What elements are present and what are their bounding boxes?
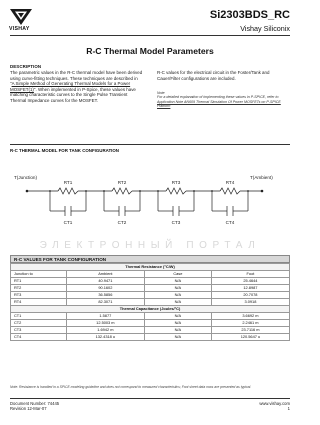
ambient-value: 90.1602	[66, 285, 144, 292]
foot-value: 2.2461 m	[211, 320, 289, 327]
row-label: CT4	[11, 334, 67, 341]
ambient-value: 82.3071	[66, 299, 144, 306]
note-text: For a detailed explanation of implementing these values in P-SPICE, refer to	[157, 95, 279, 100]
part-number: Si2303BDS_RC	[209, 9, 290, 21]
row-label: CT3	[11, 327, 67, 334]
table-row	[11, 334, 290, 341]
foot-value: 120.5647 u	[211, 334, 289, 341]
row-label: RT3	[11, 292, 67, 299]
footer-rule	[10, 398, 290, 399]
table-row	[11, 278, 290, 285]
ambient-value: 1.5877	[66, 313, 144, 320]
resistor-rt4-symbol	[220, 188, 240, 194]
rt1-label: RT1	[63, 180, 73, 185]
rc-network-diagram	[10, 153, 290, 235]
ct4-label: CT4	[225, 220, 235, 225]
ambient-value: 36.5856	[66, 292, 144, 299]
ambient-value: 1.6942 m	[66, 327, 144, 334]
foot-value: 25.4644	[211, 278, 289, 285]
section-rule	[10, 144, 290, 145]
table-row	[11, 292, 290, 299]
table-row	[11, 285, 290, 292]
case-value: N/A	[144, 278, 211, 285]
manufacturer-name: Vishay Siliconix	[240, 24, 290, 33]
capacitance-heading: Thermal Capacitance (Joules/°C)	[11, 306, 290, 313]
resistor-rt1-symbol	[58, 188, 78, 194]
rt3-label: RT3	[171, 180, 181, 185]
column-header: Foot	[211, 271, 289, 278]
footer-left	[10, 401, 59, 412]
rt4-label: RT4	[225, 180, 235, 185]
description-text-2: ". When implemented in P-Spice, these values have matching characteristic curves to the Single Pulse Transient Thermal Impedance curves for the MOSFET.	[10, 86, 136, 103]
row-label: RT4	[11, 299, 67, 306]
table-row	[11, 320, 290, 327]
row-label: CT2	[11, 320, 67, 327]
website-link[interactable]: www.vishay.com	[259, 401, 290, 406]
configuration-paragraph: R-C values for the electrical circuit in the Foster/Tank and Cauer/Filter configurations are included.	[157, 70, 270, 81]
ambient-value: 40.9471	[66, 278, 144, 285]
foot-value: 23.7116 m	[211, 327, 289, 334]
case-value: N/A	[144, 285, 211, 292]
diagram-heading: R-C THERMAL MODEL FOR TANK CONFIGURATION	[10, 148, 119, 153]
foot-value: 12.8987	[211, 285, 289, 292]
note-label: Note	[157, 91, 165, 95]
capacitor-ct3-symbol	[173, 206, 179, 216]
page-title: R-C Thermal Model Parameters	[86, 46, 214, 56]
watermark-text: ЭЛЕКТРОННЫЙ ПОРТАЛ	[39, 240, 261, 251]
case-value: N/A	[144, 299, 211, 306]
case-value: N/A	[144, 327, 211, 334]
capacitor-ct4-symbol	[227, 206, 233, 216]
description-paragraph	[10, 70, 143, 103]
method-reference-link[interactable]: A Simple Method of Generating Thermal Models for a Power MOSFET(1)	[10, 81, 131, 92]
revision-date: Revision 12-Mar-07	[10, 406, 47, 412]
document-number: Document Number: 74445	[10, 401, 60, 406]
case-value: N/A	[144, 292, 211, 299]
ct2-label: CT2	[117, 220, 127, 225]
page-number: 1	[287, 406, 290, 412]
ct3-label: CT3	[171, 220, 181, 225]
foot-value: 3.6692 m	[211, 313, 289, 320]
capacitor-ct1-symbol	[65, 206, 71, 216]
application-note	[157, 91, 290, 109]
table-title: R-C VALUES FOR TANK CONFIGURATION	[10, 255, 290, 263]
rt2-label: RT2	[117, 180, 127, 185]
ambient-label: T(Ambient)	[250, 175, 273, 180]
table-footnote: Note: Resistance is handled in a SPICE modeling guideline and does not correspond to measured characteristics; Foot sheet data rows are presented as typical.	[10, 385, 252, 389]
column-header: Case	[144, 271, 211, 278]
table-row	[11, 313, 290, 320]
foot-value: 20.7078	[211, 292, 289, 299]
resistance-heading: Thermal Resistance (°C/W)	[11, 264, 290, 271]
ambient-node	[261, 190, 264, 193]
capacitor-ct2-symbol	[119, 206, 125, 216]
resistor-rt3-symbol	[166, 188, 186, 194]
table-row	[11, 327, 290, 334]
description-heading: DESCRIPTION	[10, 64, 42, 69]
case-value: N/A	[144, 320, 211, 327]
ct1-label: CT1	[63, 220, 73, 225]
row-label: RT1	[11, 278, 67, 285]
junction-label: T(Junction)	[14, 175, 37, 180]
table-row	[11, 299, 290, 306]
row-label: CT1	[11, 313, 67, 320]
ambient-value: 12.5003 m	[66, 320, 144, 327]
foot-value: 3.0918	[211, 299, 289, 306]
vishay-logo	[10, 9, 32, 26]
column-header: Ambient	[66, 271, 144, 278]
ambient-value: 132.4318 u	[66, 334, 144, 341]
logo-wordmark: VISHAY	[9, 26, 30, 32]
description-text-1: The parametric values in the R-C thermal model have been derived using curve-fitting techniques. These techniques are described in "	[10, 70, 143, 87]
resistor-rt2-symbol	[112, 188, 132, 194]
row-label: RT2	[11, 285, 67, 292]
case-value: N/A	[144, 313, 211, 320]
header-rule	[10, 35, 290, 36]
rc-values-table	[10, 255, 290, 341]
case-value: N/A	[144, 334, 211, 341]
junction-node	[26, 190, 29, 193]
footer-right	[259, 401, 290, 412]
app-note-link[interactable]: Application Note AN609 Thermal Simulation Of Power MOSFETs on P-SPICE Platform	[157, 99, 281, 109]
column-header: Junction to	[11, 271, 67, 278]
